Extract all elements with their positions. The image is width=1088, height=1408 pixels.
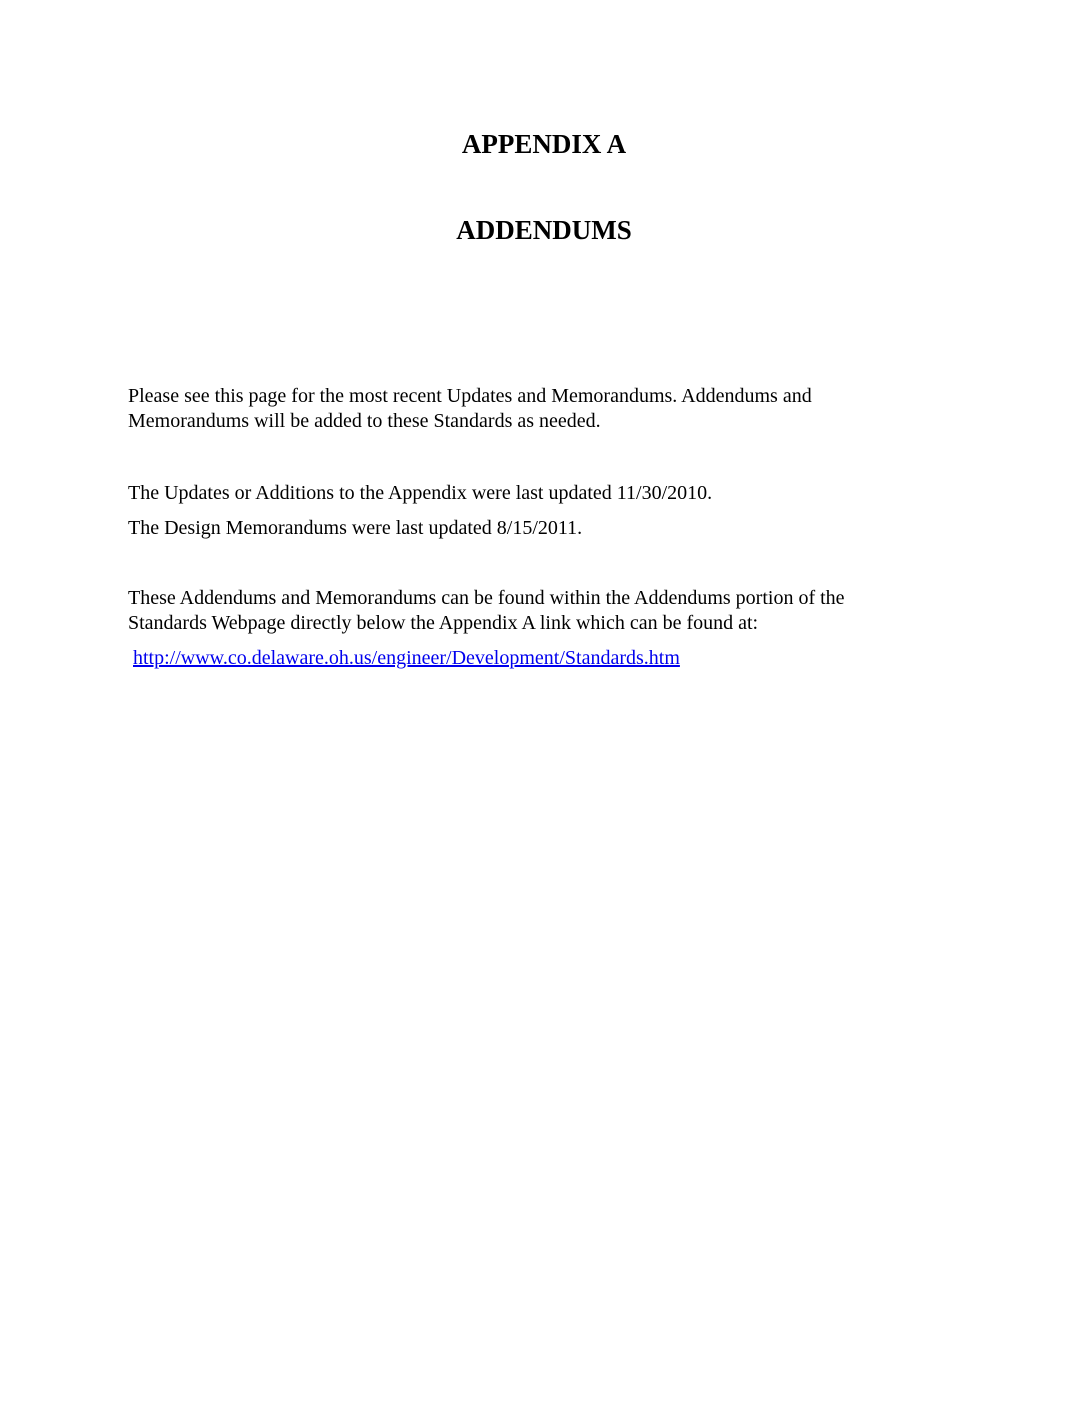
updates-date-line: The Updates or Additions to the Appendix were last updated 11/30/2010.	[128, 482, 713, 504]
location-paragraph-line-1: These Addendums and Memorandums can be found within the Addendums portion of the	[128, 587, 845, 609]
intro-paragraph-line-2: Memorandums will be added to these Standards as needed.	[128, 410, 601, 432]
standards-link-line	[133, 646, 680, 671]
addendums-title: ADDENDUMS	[456, 215, 632, 245]
location-paragraph-line-2: Standards Webpage directly below the Appendix A link which can be found at:	[128, 612, 759, 634]
location-paragraph	[128, 586, 948, 636]
intro-paragraph	[128, 384, 948, 434]
intro-paragraph-line-1: Please see this page for the most recent Updates and Memorandums. Addendums and	[128, 385, 812, 407]
memorandums-date-line: The Design Memorandums were last updated 8/15/2011.	[128, 517, 583, 539]
standards-webpage-link[interactable]: http://www.co.delaware.oh.us/engineer/Development/Standards.htm	[133, 647, 680, 669]
appendix-title: APPENDIX A	[461, 129, 627, 159]
